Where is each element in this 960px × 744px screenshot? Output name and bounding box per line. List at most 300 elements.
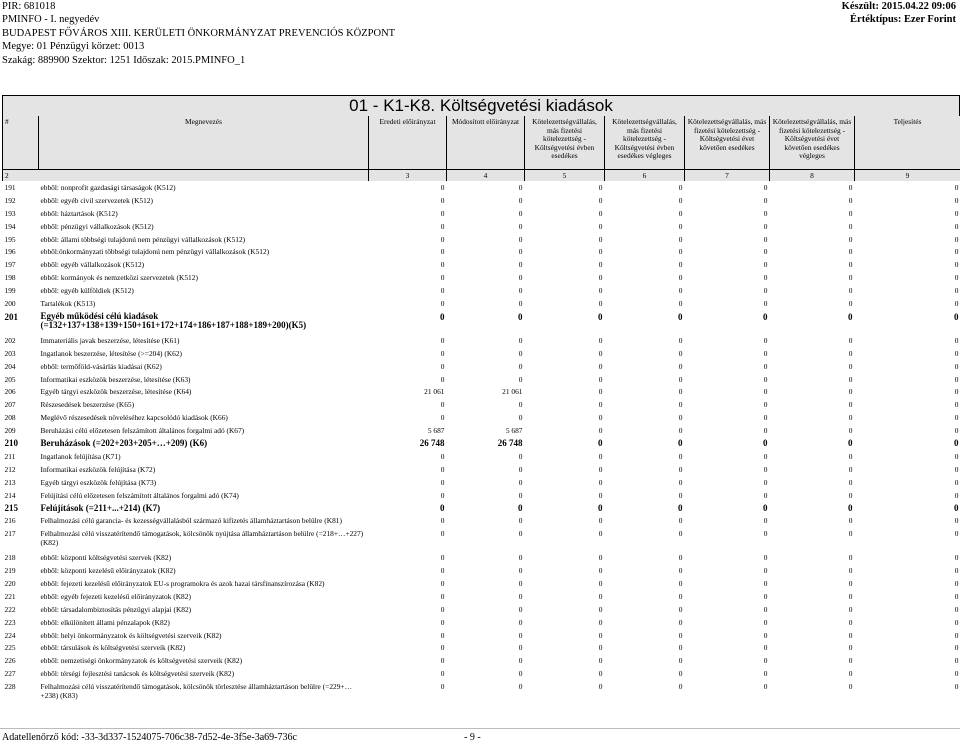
value-type: Értéktípus: Ezer Forint [850, 14, 956, 26]
row-value: 0 [518, 617, 523, 627]
row-value: 0 [678, 682, 683, 692]
table-row [3, 271, 960, 284]
row-value: 0 [954, 387, 959, 397]
row-value: 0 [848, 348, 853, 358]
row-value: 0 [678, 604, 683, 614]
row-name: ebből: háztartások (K512) [40, 208, 118, 218]
report-title: 01 - K1-K8. Költségvetési kiadások [2, 95, 960, 116]
row-value: 5 687 [505, 426, 523, 436]
column-header: Módosított előirányzat [447, 116, 525, 170]
row-name: ebből: kormányok és nemzetközi szervezetek (K512) [40, 273, 198, 283]
row-value: 0 [954, 682, 959, 692]
table-row [3, 220, 960, 233]
row-value: 0 [848, 208, 853, 218]
row-value: 0 [440, 348, 445, 358]
row-name: ebből: nonprofit gazdasági társaságok (K512) [40, 182, 176, 192]
row-value: 0 [848, 643, 853, 653]
row-value: 0 [598, 348, 603, 358]
row-value: 0 [848, 426, 853, 436]
row-value: 26 748 [497, 438, 523, 449]
row-value: 0 [763, 630, 768, 640]
row-value: 0 [598, 617, 603, 627]
table-row [3, 450, 960, 463]
row-value: 0 [678, 286, 683, 296]
row-value: 0 [848, 311, 853, 322]
row-value: 0 [954, 669, 959, 679]
column-number: 7 [685, 170, 770, 182]
row-value: 0 [678, 426, 683, 436]
row-value: 0 [518, 273, 523, 283]
row-number: 220 [4, 578, 16, 588]
row-number: 213 [4, 477, 16, 487]
row-number: 205 [4, 374, 16, 384]
row-name: ebből: társulások és költségvetési szerveik (K82) [40, 643, 186, 653]
row-name: ebből: központi kezelésű előirányzatok (K82) [40, 566, 176, 576]
table-row [3, 398, 960, 411]
row-value: 0 [678, 451, 683, 461]
row-value: 0 [678, 298, 683, 308]
row-number: 212 [4, 464, 16, 474]
row-name: Részesedések beszerzése (K65) [40, 400, 135, 410]
row-value: 0 [678, 516, 683, 526]
row-value: 0 [763, 502, 768, 513]
row-value: 0 [518, 553, 523, 563]
row-number: 195 [4, 234, 16, 244]
row-value: 0 [518, 490, 523, 500]
row-value: 0 [848, 298, 853, 308]
row-value: 0 [954, 400, 959, 410]
row-value: 0 [954, 221, 959, 231]
row-number: 223 [4, 617, 16, 627]
row-value: 0 [763, 682, 768, 692]
row-value: 0 [678, 591, 683, 601]
row-value: 0 [440, 604, 445, 614]
row-value: 0 [678, 234, 683, 244]
column-number: 2 [3, 170, 369, 182]
table-row [3, 360, 960, 373]
table-row [3, 551, 960, 564]
row-value: 0 [954, 490, 959, 500]
row-name: ebből: egyéb civil szervezetek (K512) [40, 195, 153, 205]
row-value: 0 [518, 604, 523, 614]
row-number: 206 [4, 387, 16, 397]
row-value: 0 [440, 247, 445, 257]
row-value: 0 [763, 451, 768, 461]
control-code: Adatellenőrző kód: -33-3d337-1524075-706c38-7d52-4e-3f5e-3a69-736c [2, 732, 297, 743]
row-number: 227 [4, 669, 16, 679]
row-value: 0 [598, 656, 603, 666]
row-value: 0 [848, 477, 853, 487]
row-value: 0 [678, 578, 683, 588]
row-value: 0 [954, 234, 959, 244]
table-row [3, 463, 960, 476]
row-name: ebből: helyi önkormányzatok és költségvetési szerveik (K82) [40, 630, 222, 640]
column-header: Kötelezettségvállalás, más fizetési kötelezettség - Költségvetési évben esedékes végleges [605, 116, 685, 170]
row-value: 0 [954, 361, 959, 371]
row-value: 0 [440, 617, 445, 627]
row-value: 0 [763, 438, 768, 449]
row-value: 0 [518, 578, 523, 588]
row-name: Felújítások (=211+...+214) (K7) [40, 502, 161, 513]
column-number: 8 [770, 170, 855, 182]
row-value: 0 [678, 566, 683, 576]
row-value: 0 [598, 374, 603, 384]
row-value: 0 [518, 234, 523, 244]
row-number: 224 [4, 630, 16, 640]
row-value: 0 [763, 286, 768, 296]
row-name: ebből: központi költségvetési szervek (K82) [40, 553, 172, 563]
row-number: 192 [4, 195, 16, 205]
row-number: 202 [4, 335, 16, 345]
row-value: 0 [518, 643, 523, 653]
row-value: 0 [678, 208, 683, 218]
row-value: 0 [763, 529, 768, 539]
row-value: 0 [954, 348, 959, 358]
row-value: 0 [518, 502, 523, 513]
table-row [3, 667, 960, 680]
row-name: Beruházási célú előzetesen felszámított általános forgalmi adó (K67) [40, 426, 245, 436]
row-name: ebből: egyéb fejezeti kezelésű előirányzatok (K82) [40, 591, 191, 601]
sector-info: Szakág: 889900 Szektor: 1251 Időszak: 2015.PMINFO_1 [2, 54, 246, 66]
row-value: 0 [848, 361, 853, 371]
table-row [3, 680, 960, 704]
row-value: 0 [598, 630, 603, 640]
row-value: 0 [763, 566, 768, 576]
row-value: 0 [440, 286, 445, 296]
row-value: 0 [440, 464, 445, 474]
table-row [3, 245, 960, 258]
row-value: 0 [763, 578, 768, 588]
row-value: 0 [518, 413, 523, 423]
row-number: 215 [4, 502, 18, 513]
row-value: 0 [598, 413, 603, 423]
row-value: 0 [678, 630, 683, 640]
row-value: 0 [598, 604, 603, 614]
row-value: 0 [848, 247, 853, 257]
row-value: 0 [763, 400, 768, 410]
row-name: ebből: állami többségi tulajdonú nem pénzügyi vállalkozások (K512) [40, 234, 246, 244]
row-value: 0 [678, 477, 683, 487]
row-value: 0 [763, 311, 768, 322]
row-value: 0 [954, 643, 959, 653]
row-number: 225 [4, 643, 16, 653]
row-name: Beruházások (=202+203+205+…+209) (K6) [40, 438, 208, 449]
table-row [3, 590, 960, 603]
row-value: 0 [518, 656, 523, 666]
row-name: ebből: nemzetiségi önkormányzatok és költségvetési szerveik (K82) [40, 656, 243, 666]
row-number: 214 [4, 490, 16, 500]
row-name: Meglévő részesedések növeléséhez kapcsolódó kiadások (K66) [40, 413, 228, 423]
table-row [3, 258, 960, 271]
row-value: 0 [763, 348, 768, 358]
row-value: 0 [440, 529, 445, 539]
row-value: 0 [848, 578, 853, 588]
table-row [3, 284, 960, 297]
row-value: 0 [518, 464, 523, 474]
row-value: 0 [954, 578, 959, 588]
organization-name: BUDAPEST FŐVÁROS XIII. KERÜLETI ÖNKORMÁNYZAT PREVENCIÓS KÖZPONT [2, 27, 396, 39]
row-value: 0 [848, 656, 853, 666]
row-number: 219 [4, 566, 16, 576]
table-row [3, 629, 960, 642]
row-value: 0 [678, 374, 683, 384]
row-value: 0 [848, 260, 853, 270]
row-value: 0 [763, 182, 768, 192]
row-value: 0 [954, 335, 959, 345]
column-header: Kötelezettségvállalás, más fizetési kötelezettség - Költségvetési évet követően esedékes végleges [770, 116, 855, 170]
column-number-row [3, 170, 960, 182]
row-value: 0 [954, 260, 959, 270]
row-value: 0 [440, 361, 445, 371]
row-value: 0 [678, 502, 683, 513]
row-name: Informatikai eszközök felújítása (K72) [40, 464, 156, 474]
row-number: 209 [4, 426, 16, 436]
row-value: 0 [518, 516, 523, 526]
row-value: 0 [954, 464, 959, 474]
row-value: 0 [678, 529, 683, 539]
row-value: 0 [440, 374, 445, 384]
row-value: 0 [518, 286, 523, 296]
table-row [3, 577, 960, 590]
column-header: Kötelezettségvállalás, más fizetési kötelezettség - Költségvetési évben esedékes [525, 116, 605, 170]
row-name: Felhalmozási célú visszatérítendő támogatások, kölcsönök nyújtása államháztartáson belülre (=218+…+227) (K82) [40, 529, 364, 548]
row-value: 0 [440, 413, 445, 423]
row-value: 0 [598, 553, 603, 563]
row-value: 0 [954, 604, 959, 614]
table-row [3, 334, 960, 347]
row-value: 21 061 [502, 387, 523, 397]
row-name: Ingatlanok felújítása (K71) [40, 451, 121, 461]
row-value: 26 748 [419, 438, 445, 449]
row-value: 0 [598, 286, 603, 296]
row-value: 0 [678, 221, 683, 231]
row-number: 218 [4, 553, 16, 563]
row-value: 0 [440, 234, 445, 244]
row-number: 204 [4, 361, 16, 371]
row-value: 0 [848, 502, 853, 513]
row-value: 0 [598, 182, 603, 192]
row-value: 0 [954, 182, 959, 192]
row-value: 0 [518, 400, 523, 410]
row-value: 0 [848, 604, 853, 614]
row-value: 0 [678, 195, 683, 205]
page-number: - 9 - [464, 732, 481, 743]
column-header: Megnevezés [39, 116, 369, 170]
row-value: 0 [440, 311, 445, 322]
row-value: 0 [678, 464, 683, 474]
row-value: 0 [598, 234, 603, 244]
row-value: 0 [763, 490, 768, 500]
row-value: 0 [848, 553, 853, 563]
table-row [3, 297, 960, 310]
row-value: 0 [848, 413, 853, 423]
table-row [3, 476, 960, 489]
row-value: 0 [848, 195, 853, 205]
row-value: 0 [848, 516, 853, 526]
row-value: 0 [954, 516, 959, 526]
row-value: 0 [518, 182, 523, 192]
row-value: 0 [848, 490, 853, 500]
row-name: ebből: egyéb vállalkozások (K512) [40, 260, 145, 270]
row-value: 0 [440, 451, 445, 461]
row-value: 0 [678, 387, 683, 397]
row-number: 196 [4, 247, 16, 257]
row-name: Felhalmozási célú visszatérítendő támogatások, kölcsönök törlesztése államháztartáson belülre (=229+…+238) (K83) [40, 682, 352, 701]
row-value: 0 [598, 490, 603, 500]
row-number: 193 [4, 208, 16, 218]
row-value: 0 [678, 438, 683, 449]
row-value: 0 [678, 335, 683, 345]
row-value: 0 [763, 221, 768, 231]
table-row [3, 616, 960, 629]
row-value: 0 [598, 260, 603, 270]
table-row [3, 347, 960, 360]
row-value: 0 [954, 374, 959, 384]
row-value: 0 [598, 387, 603, 397]
row-value: 0 [440, 553, 445, 563]
row-name: Egyéb tárgyi eszközök beszerzése, létesítése (K64) [40, 387, 192, 397]
row-value: 0 [763, 464, 768, 474]
row-value: 0 [848, 682, 853, 692]
row-name: Tartalékok (K513) [40, 298, 96, 308]
row-number: 210 [4, 438, 18, 449]
row-name: Ingatlanok beszerzése, létesítése (>=204) (K62) [40, 348, 183, 358]
column-header: Kötelezettségvállalás, más fizetési kötelezettség - Költségvetési évet követően esedékes [685, 116, 770, 170]
row-value: 0 [598, 208, 603, 218]
row-value: 0 [598, 426, 603, 436]
expenditure-table [2, 116, 960, 704]
column-number: 9 [855, 170, 960, 182]
row-value: 0 [518, 221, 523, 231]
row-value: 0 [763, 195, 768, 205]
row-number: 211 [4, 451, 16, 461]
row-value: 0 [598, 643, 603, 653]
row-value: 0 [848, 669, 853, 679]
table-row [3, 385, 960, 398]
row-value: 0 [518, 298, 523, 308]
row-value: 0 [518, 335, 523, 345]
row-value: 0 [954, 298, 959, 308]
row-value: 0 [678, 490, 683, 500]
row-value: 0 [440, 260, 445, 270]
row-value: 0 [598, 247, 603, 257]
row-value: 0 [848, 286, 853, 296]
row-value: 0 [954, 426, 959, 436]
row-value: 0 [954, 451, 959, 461]
column-number: 6 [605, 170, 685, 182]
row-value: 0 [518, 208, 523, 218]
row-value: 0 [954, 413, 959, 423]
row-value: 0 [954, 477, 959, 487]
row-value: 0 [763, 591, 768, 601]
table-row [3, 654, 960, 667]
row-value: 0 [440, 566, 445, 576]
row-value: 0 [848, 221, 853, 231]
column-header: # [3, 116, 39, 170]
row-number: 222 [4, 604, 16, 614]
row-number: 199 [4, 286, 16, 296]
table-row [3, 207, 960, 220]
table-row [3, 603, 960, 616]
table-row [3, 194, 960, 207]
table-row [3, 373, 960, 386]
row-number: 191 [4, 182, 16, 192]
row-number: 198 [4, 273, 16, 283]
table-row [3, 411, 960, 424]
column-number: 4 [447, 170, 525, 182]
row-value: 0 [954, 553, 959, 563]
table-row [3, 489, 960, 502]
row-value: 0 [598, 578, 603, 588]
row-value: 0 [954, 630, 959, 640]
row-value: 0 [440, 643, 445, 653]
row-value: 0 [954, 529, 959, 539]
row-value: 0 [763, 247, 768, 257]
row-value: 0 [848, 464, 853, 474]
row-value: 0 [954, 591, 959, 601]
row-value: 0 [440, 195, 445, 205]
row-value: 0 [678, 669, 683, 679]
row-value: 0 [518, 682, 523, 692]
row-name: ebből: fejezeti kezelésű előirányzatok EU-s programokra és azok hazai társfinanszírozása (K82) [40, 578, 325, 588]
table-row [3, 514, 960, 527]
created-date: Készült: 2015.04.22 09:06 [841, 1, 956, 12]
row-number: 207 [4, 400, 16, 410]
row-value: 0 [598, 438, 603, 449]
row-value: 0 [678, 247, 683, 257]
pir-code: PIR: 681018 [2, 1, 56, 12]
row-value: 0 [440, 682, 445, 692]
row-value: 0 [440, 656, 445, 666]
row-value: 0 [598, 451, 603, 461]
row-value: 0 [440, 335, 445, 345]
row-value: 0 [598, 195, 603, 205]
row-value: 0 [440, 298, 445, 308]
row-value: 0 [518, 361, 523, 371]
row-value: 0 [678, 260, 683, 270]
row-name: Informatikai eszközök beszerzése, létesítése (K63) [40, 374, 191, 384]
row-value: 0 [763, 426, 768, 436]
table-row [3, 424, 960, 437]
row-value: 0 [763, 273, 768, 283]
row-value: 0 [598, 669, 603, 679]
row-value: 0 [598, 566, 603, 576]
row-value: 0 [598, 335, 603, 345]
row-name: ebből: egyéb külföldiek (K512) [40, 286, 134, 296]
row-value: 0 [440, 630, 445, 640]
table-body [3, 181, 960, 704]
row-value: 0 [678, 617, 683, 627]
row-number: 203 [4, 348, 16, 358]
column-header: Teljesítés [855, 116, 960, 170]
row-value: 0 [763, 335, 768, 345]
row-value: 0 [440, 221, 445, 231]
row-number: 216 [4, 516, 16, 526]
row-value: 0 [518, 311, 523, 322]
table-row [3, 437, 960, 450]
row-number: 217 [4, 529, 16, 539]
row-value: 0 [678, 553, 683, 563]
table-row [3, 310, 960, 334]
row-value: 0 [763, 604, 768, 614]
row-value: 0 [763, 387, 768, 397]
row-value: 5 687 [427, 426, 445, 436]
row-number: 221 [4, 591, 16, 601]
row-value: 0 [848, 566, 853, 576]
row-value: 0 [848, 234, 853, 244]
row-value: 0 [848, 630, 853, 640]
row-value: 0 [763, 374, 768, 384]
